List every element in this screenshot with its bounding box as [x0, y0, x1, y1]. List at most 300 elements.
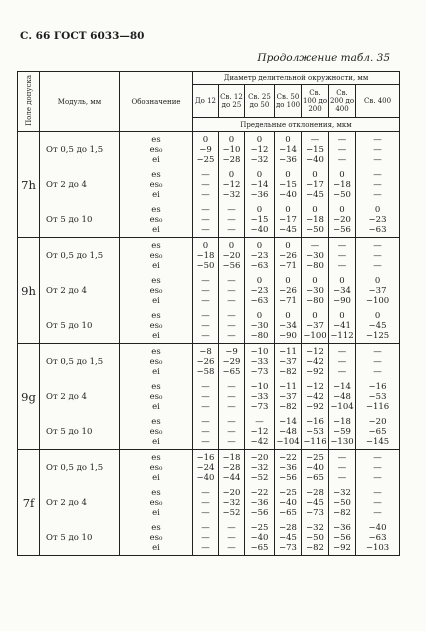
deviation-value: −36	[333, 522, 351, 533]
deviation-value: −145	[365, 436, 390, 447]
deviation-value: —	[337, 154, 347, 165]
deviation-cell	[275, 344, 302, 380]
deviation-value: 0	[312, 275, 318, 286]
deviation-value: −22	[250, 487, 269, 498]
deviation-value: 0	[374, 204, 381, 215]
deviation-value: —	[201, 532, 210, 543]
deviation-value: 0	[339, 204, 345, 215]
deviation-cell	[193, 273, 219, 308]
deviation-value: −28	[222, 462, 241, 473]
deviation-cell	[329, 485, 356, 520]
symbol: ei	[152, 224, 160, 235]
deviation-value: —	[373, 134, 382, 145]
deviation-value: −82	[306, 542, 324, 553]
deviation-value: −58	[196, 366, 215, 377]
deviation-value: −30	[250, 320, 269, 331]
deviation-cell	[356, 308, 400, 344]
deviation-value: —	[227, 436, 236, 447]
deviation-value: —	[201, 426, 210, 437]
deviation-cell	[245, 273, 275, 308]
deviation-value: −40	[250, 224, 269, 235]
deviation-value: —	[227, 542, 236, 553]
deviation-cell	[275, 167, 302, 202]
module-range: От 5 до 10	[40, 308, 120, 344]
deviation-value: −36	[250, 497, 269, 508]
deviation-cell	[193, 167, 219, 202]
symbol: es₀	[149, 285, 163, 296]
deviation-value: −104	[276, 436, 300, 447]
deviation-value: −63	[368, 224, 387, 235]
deviation-value: −20	[333, 214, 351, 225]
deviation-cell	[193, 450, 219, 486]
deviation-value: 0	[312, 310, 318, 321]
table-row	[18, 238, 400, 274]
deviation-value: —	[373, 497, 382, 508]
deviation-value: −28	[222, 154, 241, 165]
deviation-value: —	[337, 462, 347, 473]
table-row	[18, 167, 400, 202]
deviation-value: −8	[199, 346, 212, 357]
deviation-value: −63	[250, 260, 269, 271]
deviation-value: −37	[279, 356, 297, 367]
deviation-value: −45	[279, 224, 297, 235]
symbol: ei	[152, 260, 160, 271]
module-range: От 2 до 4	[40, 379, 120, 414]
deviation-value: −48	[279, 426, 297, 437]
deviation-value: −42	[306, 391, 324, 402]
deviation-value: −36	[279, 154, 297, 165]
symbol: ei	[152, 154, 160, 165]
deviation-value: —	[373, 472, 382, 483]
deviation-cell	[356, 485, 400, 520]
deviation-cell	[302, 520, 329, 556]
deviation-value: −12	[306, 381, 324, 392]
symbol: ei	[152, 366, 160, 377]
deviation-value: −33	[250, 391, 269, 402]
deviation-symbols	[120, 344, 193, 380]
deviation-value: −80	[250, 330, 269, 341]
header-diameter: Диаметр делительной окружности, мм	[193, 72, 400, 85]
deviation-cell	[245, 344, 275, 380]
symbol: es	[151, 522, 161, 533]
header-module: Модуль, мм	[40, 72, 120, 132]
deviation-value: −50	[306, 224, 324, 235]
deviation-value: —	[373, 462, 382, 473]
tolerance-field: 7f	[18, 450, 40, 556]
deviation-value: −12	[306, 346, 324, 357]
deviation-value: −32	[250, 154, 269, 165]
symbol: ei	[152, 472, 160, 483]
deviation-value: —	[201, 224, 210, 235]
deviation-value: —	[201, 310, 210, 321]
deviation-value: —	[227, 310, 236, 321]
tolerance-table	[17, 71, 400, 556]
deviation-value: −36	[279, 462, 297, 473]
deviation-cell	[193, 238, 219, 274]
deviation-cell	[193, 520, 219, 556]
deviation-value: —	[227, 381, 236, 392]
deviation-value: −73	[250, 401, 269, 412]
deviation-cell	[245, 238, 275, 274]
deviation-value: −65	[222, 366, 241, 377]
table-row	[18, 485, 400, 520]
tolerance-field: 9h	[18, 238, 40, 344]
deviation-value: −18	[222, 452, 241, 463]
deviation-value: —	[201, 275, 210, 286]
deviation-value: —	[373, 169, 382, 180]
deviation-value: −15	[279, 179, 297, 190]
deviation-value: −90	[333, 295, 351, 306]
deviation-cell	[219, 520, 245, 556]
symbol: ei	[152, 542, 160, 553]
symbol: es	[151, 416, 161, 427]
deviation-cell	[275, 485, 302, 520]
deviation-value: −50	[306, 532, 324, 543]
deviation-value: —	[227, 330, 236, 341]
deviation-cell	[193, 485, 219, 520]
header-diameter-col: Св. 100 до 200	[302, 85, 329, 118]
deviation-value: −52	[250, 472, 269, 483]
table-row	[18, 202, 400, 238]
deviation-value: −48	[333, 391, 351, 402]
deviation-cell	[275, 379, 302, 414]
deviation-value: −11	[279, 381, 297, 392]
header-diameter-col: Св. 25 до 50	[245, 85, 275, 118]
deviation-value: −29	[222, 356, 241, 367]
deviation-value: −17	[279, 214, 297, 225]
deviation-value: −36	[250, 189, 269, 200]
symbol: es₀	[149, 497, 163, 508]
deviation-value: 0	[202, 134, 209, 145]
deviation-value: —	[201, 487, 210, 498]
deviation-value: −16	[196, 452, 215, 463]
deviation-value: —	[337, 134, 347, 145]
deviation-value: −50	[333, 497, 351, 508]
deviation-value: —	[227, 391, 236, 402]
deviation-cell	[302, 202, 329, 238]
deviation-value: −20	[222, 250, 241, 261]
deviation-value: −23	[368, 214, 387, 225]
deviation-value: −53	[306, 426, 324, 437]
deviation-symbols	[120, 520, 193, 556]
deviation-value: —	[201, 497, 210, 508]
deviation-value: −50	[196, 260, 215, 271]
deviation-cell	[302, 132, 329, 168]
deviation-value: −65	[306, 472, 324, 483]
deviation-cell	[302, 344, 329, 380]
deviation-cell	[219, 132, 245, 168]
deviation-value: −56	[333, 532, 351, 543]
deviation-cell	[245, 202, 275, 238]
deviation-value: −26	[279, 250, 297, 261]
deviation-cell	[356, 379, 400, 414]
deviation-value: 0	[339, 310, 345, 321]
deviation-value: −71	[279, 295, 297, 306]
table-row	[18, 450, 400, 486]
deviation-value: —	[201, 189, 210, 200]
deviation-value: −10	[222, 144, 241, 155]
deviation-value: −37	[368, 285, 387, 296]
module-range: От 2 до 4	[40, 167, 120, 202]
deviation-value: −80	[306, 260, 324, 271]
deviation-value: 0	[312, 169, 318, 180]
deviation-value: −22	[279, 452, 297, 463]
deviation-value: —	[227, 214, 236, 225]
deviation-cell	[302, 485, 329, 520]
deviation-value: −73	[306, 507, 324, 518]
deviation-cell	[329, 520, 356, 556]
deviation-cell	[193, 202, 219, 238]
deviation-value: −25	[196, 154, 215, 165]
deviation-value: −37	[306, 320, 324, 331]
deviation-value: —	[201, 436, 210, 447]
symbol: es₀	[149, 179, 163, 190]
deviation-value: −65	[368, 426, 387, 437]
deviation-value: 0	[256, 204, 263, 215]
deviation-value: —	[227, 275, 236, 286]
deviation-value: 0	[285, 275, 291, 286]
deviation-value: −14	[279, 416, 297, 427]
deviation-cell	[275, 414, 302, 450]
deviation-cell	[275, 308, 302, 344]
deviation-symbols	[120, 450, 193, 486]
deviation-value: −12	[250, 426, 269, 437]
deviation-cell	[356, 273, 400, 308]
deviation-value: −56	[333, 224, 351, 235]
deviation-cell	[275, 238, 302, 274]
deviation-value: 0	[228, 169, 235, 180]
deviation-value: —	[201, 330, 210, 341]
deviation-cell	[329, 450, 356, 486]
deviation-cell	[356, 202, 400, 238]
deviation-value: 0	[256, 169, 263, 180]
deviation-value: —	[201, 295, 210, 306]
deviation-value: —	[201, 320, 210, 331]
deviation-value: —	[337, 240, 347, 251]
deviation-cell	[356, 414, 400, 450]
symbol: es	[151, 204, 161, 215]
deviation-value: —	[201, 416, 210, 427]
deviation-cell	[245, 379, 275, 414]
deviation-value: —	[337, 144, 347, 155]
deviation-value: —	[373, 189, 382, 200]
table-row	[18, 308, 400, 344]
deviation-value: −92	[333, 542, 351, 553]
deviation-value: 0	[339, 169, 345, 180]
deviation-value: −40	[368, 522, 387, 533]
deviation-value: −28	[306, 487, 324, 498]
deviation-symbols	[120, 379, 193, 414]
deviation-value: −30	[306, 250, 324, 261]
deviation-value: −15	[250, 214, 269, 225]
deviation-value: —	[373, 487, 382, 498]
deviation-value: −45	[306, 189, 324, 200]
deviation-value: —	[227, 416, 236, 427]
deviation-value: −52	[222, 507, 241, 518]
deviation-value: −100	[303, 330, 327, 341]
deviation-cell	[219, 450, 245, 486]
deviation-cell	[219, 344, 245, 380]
deviation-value: —	[373, 250, 382, 261]
deviation-cell	[275, 520, 302, 556]
deviation-value: −116	[365, 401, 390, 412]
deviation-value: −9	[225, 346, 238, 357]
deviation-value: −125	[365, 330, 390, 341]
deviation-value: −40	[196, 472, 215, 483]
deviation-value: −16	[368, 381, 387, 392]
symbol: ei	[152, 189, 160, 200]
deviation-value: −20	[250, 452, 269, 463]
deviation-value: —	[227, 320, 236, 331]
deviation-value: −56	[250, 507, 269, 518]
deviation-cell	[302, 273, 329, 308]
deviation-cell	[219, 485, 245, 520]
deviation-value: −23	[250, 285, 269, 296]
deviation-value: —	[227, 224, 236, 235]
deviation-cell	[329, 202, 356, 238]
symbol: es₀	[149, 214, 163, 225]
symbol: es	[151, 487, 161, 498]
symbol: es₀	[149, 356, 163, 367]
deviation-value: —	[373, 507, 382, 518]
deviation-value: —	[310, 134, 320, 145]
deviation-value: −130	[330, 436, 354, 447]
deviation-cell	[356, 167, 400, 202]
symbol: es₀	[149, 391, 163, 402]
deviation-value: −32	[250, 462, 269, 473]
deviation-value: —	[373, 154, 382, 165]
deviation-value: −10	[250, 381, 269, 392]
deviation-value: −14	[279, 144, 297, 155]
deviation-value: 0	[202, 240, 209, 251]
deviation-cell	[329, 238, 356, 274]
deviation-cell	[219, 273, 245, 308]
deviation-cell	[245, 132, 275, 168]
deviation-value: —	[337, 346, 347, 357]
table-row	[18, 344, 400, 380]
module-range: От 5 до 10	[40, 414, 120, 450]
deviation-value: 0	[256, 310, 263, 321]
deviation-symbols	[120, 308, 193, 344]
deviation-value: 0	[339, 275, 345, 286]
deviation-value: −24	[196, 462, 215, 473]
deviation-cell	[302, 167, 329, 202]
deviation-cell	[245, 308, 275, 344]
symbol: es₀	[149, 250, 163, 261]
deviation-value: −63	[368, 532, 387, 543]
deviation-value: −32	[222, 189, 241, 200]
deviation-cell	[219, 167, 245, 202]
table-row	[18, 379, 400, 414]
deviation-value: −112	[330, 330, 354, 341]
deviation-cell	[329, 273, 356, 308]
deviation-value: −45	[279, 532, 297, 543]
deviation-value: −25	[250, 522, 269, 533]
deviation-value: −42	[306, 356, 324, 367]
deviation-value: −73	[250, 366, 269, 377]
deviation-value: −82	[333, 507, 351, 518]
module-range: От 0,5 до 1,5	[40, 132, 120, 168]
deviation-value: —	[337, 452, 347, 463]
deviation-value: −25	[279, 487, 297, 498]
deviation-value: 0	[256, 275, 263, 286]
module-range: От 0,5 до 1,5	[40, 238, 120, 274]
deviation-cell	[193, 379, 219, 414]
deviation-value: —	[201, 381, 210, 392]
module-range: От 2 до 4	[40, 485, 120, 520]
deviation-value: −44	[222, 472, 241, 483]
deviation-value: −40	[250, 532, 269, 543]
deviation-value: 0	[285, 204, 291, 215]
deviation-cell	[275, 273, 302, 308]
symbol: ei	[152, 507, 160, 518]
deviation-value: —	[201, 401, 210, 412]
symbol: es	[151, 134, 161, 145]
deviation-value: −90	[279, 330, 297, 341]
deviation-symbols	[120, 238, 193, 274]
deviation-cell	[219, 202, 245, 238]
deviation-cell	[329, 167, 356, 202]
deviation-value: −37	[279, 391, 297, 402]
symbol: es	[151, 381, 161, 392]
module-range: От 5 до 10	[40, 520, 120, 556]
table-row	[18, 520, 400, 556]
deviation-value: −40	[306, 462, 324, 473]
deviation-cell	[329, 308, 356, 344]
deviation-value: —	[201, 522, 210, 533]
symbol: es	[151, 452, 161, 463]
deviation-value: —	[227, 204, 236, 215]
symbol: es	[151, 240, 161, 251]
header-diameter-col: Св. 400	[356, 85, 400, 118]
deviation-value: —	[337, 472, 347, 483]
deviation-value: −18	[306, 214, 324, 225]
deviation-cell	[275, 202, 302, 238]
deviation-cell	[356, 344, 400, 380]
deviation-value: −50	[333, 189, 351, 200]
deviation-value: 0	[228, 240, 235, 251]
symbol: es₀	[149, 426, 163, 437]
deviation-value: —	[201, 169, 210, 180]
deviation-value: —	[201, 285, 210, 296]
deviation-value: 0	[285, 240, 291, 251]
deviation-value: —	[227, 532, 236, 543]
deviation-value: −53	[368, 391, 387, 402]
deviation-value: −80	[306, 295, 324, 306]
deviation-value: −16	[306, 416, 324, 427]
deviation-value: —	[201, 542, 210, 553]
symbol: es	[151, 275, 161, 286]
deviation-value: 0	[374, 275, 381, 286]
tolerance-field: 7h	[18, 132, 40, 238]
deviation-value: —	[227, 426, 236, 437]
deviation-value: —	[373, 366, 382, 377]
continuation-caption: Продолжение табл. 35	[257, 52, 390, 64]
deviation-value: —	[227, 522, 236, 533]
deviation-value: −25	[306, 452, 324, 463]
header-diameter-col: До 12	[193, 85, 219, 118]
module-range: От 0,5 до 1,5	[40, 450, 120, 486]
deviation-value: —	[201, 204, 210, 215]
deviation-value: −18	[333, 416, 351, 427]
deviation-value: 0	[285, 169, 291, 180]
deviation-value: —	[337, 366, 347, 377]
deviation-cell	[193, 132, 219, 168]
deviation-value: −18	[333, 179, 351, 190]
deviation-cell	[329, 132, 356, 168]
deviation-value: —	[337, 250, 347, 261]
deviation-cell	[302, 414, 329, 450]
